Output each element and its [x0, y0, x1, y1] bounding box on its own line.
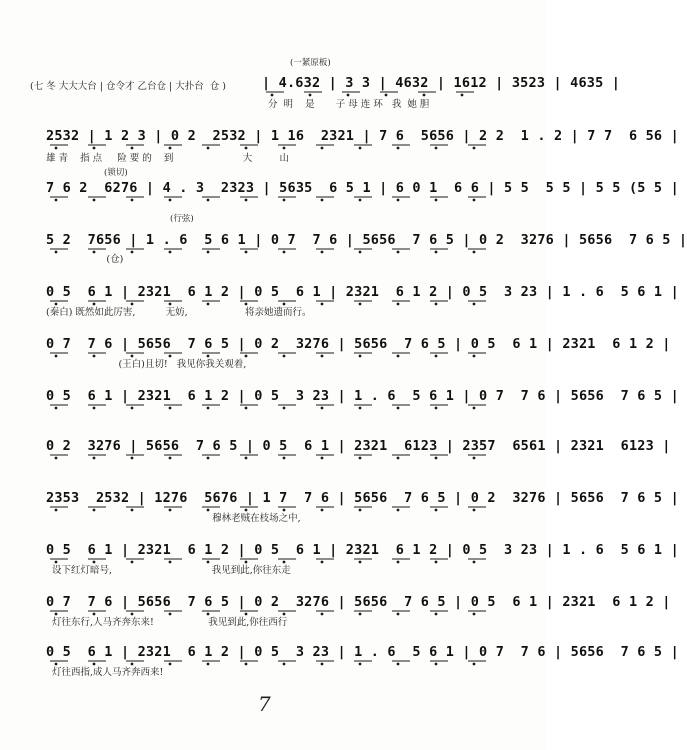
octave-dot [93, 663, 95, 665]
lyric-row: 灯往西指,成人马齐奔西来! [46, 667, 164, 678]
octave-dot [435, 613, 437, 615]
octave-dot [131, 613, 133, 615]
notation-row: 7 6 2 6276 | 4 . 3 2323 | 5635 6 5 1 | 6 0 1 6 6 | 5 5 5 5 | 5 5 (5 5 | [46, 180, 679, 196]
octave-dot [169, 303, 171, 305]
octave-dot [397, 663, 399, 665]
lyric-row: 分 明 是 子 母 连 环 我 她 胆 [268, 99, 430, 110]
octave-dot [55, 303, 57, 305]
octave-dot [461, 94, 463, 96]
lyric-row: (仓) [46, 254, 124, 265]
notation-row: 0 5 6 1 | 2321 6 1 2 | 0 5 3 23 | 1 . 6 5 6 1 | 0 7 7 6 | 5656 7 6 5 | [46, 644, 679, 660]
octave-dot [55, 509, 57, 511]
octave-dot [169, 663, 171, 665]
octave-dot [207, 355, 209, 357]
octave-dot [359, 147, 361, 149]
octave-dot [93, 355, 95, 357]
octave-dot [473, 509, 475, 511]
octave-dot [397, 303, 399, 305]
octave-dot [131, 407, 133, 409]
notation-row: 0 5 6 1 | 2321 6 1 2 | 0 5 3 23 | 1 . 6 5 6 1 | 0 7 7 6 | 5656 7 6 5 | [46, 388, 679, 404]
octave-dot [321, 199, 323, 201]
octave-dot [397, 407, 399, 409]
octave-dot [473, 457, 475, 459]
octave-dot [169, 457, 171, 459]
octave-dot [321, 457, 323, 459]
octave-dot [385, 94, 387, 96]
octave-dot [207, 147, 209, 149]
octave-dot [473, 561, 475, 563]
octave-dot [131, 663, 133, 665]
octave-dot [245, 147, 247, 149]
octave-dot [359, 457, 361, 459]
octave-dot [93, 199, 95, 201]
octave-dot [473, 303, 475, 305]
octave-dot [245, 251, 247, 253]
octave-dot [359, 199, 361, 201]
octave-dot [397, 613, 399, 615]
octave-dot [435, 407, 437, 409]
row-annotation: (锁切) [104, 168, 128, 178]
octave-dot [131, 561, 133, 563]
octave-dot [397, 355, 399, 357]
octave-dot [245, 561, 247, 563]
octave-dot [55, 407, 57, 409]
octave-dot [271, 94, 273, 96]
octave-dot [207, 613, 209, 615]
octave-dot [55, 613, 57, 615]
octave-dot [321, 613, 323, 615]
page-number: 7 [258, 692, 271, 716]
octave-dot [207, 457, 209, 459]
octave-dot [55, 663, 57, 665]
octave-dot [93, 147, 95, 149]
octave-dot [207, 199, 209, 201]
octave-dot [207, 561, 209, 563]
octave-dot [131, 457, 133, 459]
octave-dot [359, 509, 361, 511]
lyric-row: (王白)且切! 我见你我关观着, [46, 359, 247, 370]
octave-dot [435, 251, 437, 253]
octave-dot [347, 94, 349, 96]
octave-dot [435, 355, 437, 357]
notation-row: 2532 | 1 2 3 | 0 2 2532 | 1 16 2321 | 7 6 5656 | 2 2 1 . 2 | 7 7 6 56 | [46, 128, 679, 144]
notation-row: 0 7 7 6 | 5656 7 6 5 | 0 2 3276 | 5656 7 6 5 | 0 5 6 1 | 2321 6 1 2 | [46, 336, 671, 352]
tempo-mark: (一紧原板) [290, 58, 331, 68]
octave-dot [423, 94, 425, 96]
octave-dot [245, 355, 247, 357]
octave-dot [131, 509, 133, 511]
notation-row: 0 5 6 1 | 2321 6 1 2 | 0 5 6 1 | 2321 6 1 2 | 0 5 3 23 | 1 . 6 5 6 1 | [46, 284, 679, 300]
lyric-row: 设下红灯暗号, 我见到此,你往东走 [46, 565, 291, 576]
notation-row: 5 2 7656 | 1 . 6 5 6 1 | 0 7 7 6 | 5656 7 6 5 | 0 2 3276 | 5656 7 6 5 | [46, 232, 687, 248]
octave-dot [207, 509, 209, 511]
octave-dot [435, 199, 437, 201]
octave-dot [359, 663, 361, 665]
octave-dot [207, 663, 209, 665]
octave-dot [397, 199, 399, 201]
octave-dot [359, 613, 361, 615]
octave-dot [321, 509, 323, 511]
octave-dot [93, 457, 95, 459]
row-annotation: (行弦) [170, 214, 194, 224]
octave-dot [283, 457, 285, 459]
octave-dot [321, 355, 323, 357]
octave-dot [435, 147, 437, 149]
octave-dot [169, 147, 171, 149]
octave-dot [309, 94, 311, 96]
octave-dot [207, 303, 209, 305]
octave-dot [169, 407, 171, 409]
octave-dot [473, 147, 475, 149]
octave-dot [283, 561, 285, 563]
octave-dot [435, 663, 437, 665]
octave-dot [93, 561, 95, 563]
lyric-row: 雄 青 指 点 险 要 的 到 大 山 [46, 153, 289, 164]
octave-dot [93, 407, 95, 409]
notation-row: 0 5 6 1 | 2321 6 1 2 | 0 5 6 1 | 2321 6 1 2 | 0 5 3 23 | 1 . 6 5 6 1 | [46, 542, 679, 558]
octave-dot [321, 303, 323, 305]
octave-dot [283, 199, 285, 201]
octave-dot [473, 613, 475, 615]
octave-dot [245, 457, 247, 459]
octave-dot [93, 509, 95, 511]
octave-dot [55, 199, 57, 201]
octave-dot [245, 663, 247, 665]
octave-dot [207, 407, 209, 409]
octave-dot [245, 303, 247, 305]
octave-dot [321, 407, 323, 409]
octave-dot [55, 251, 57, 253]
octave-dot [93, 613, 95, 615]
octave-dot [473, 355, 475, 357]
octave-dot [55, 355, 57, 357]
octave-dot [321, 561, 323, 563]
octave-dot [435, 561, 437, 563]
notation-row: 0 7 7 6 | 5656 7 6 5 | 0 2 3276 | 5656 7 6 5 | 0 5 6 1 | 2321 6 1 2 | [46, 594, 671, 610]
octave-dot [359, 303, 361, 305]
octave-dot [283, 355, 285, 357]
octave-dot [283, 613, 285, 615]
lyric-row: 穆林老贼在枝场之中, [46, 513, 301, 524]
octave-dot [245, 407, 247, 409]
octave-dot [321, 251, 323, 253]
octave-dot [473, 407, 475, 409]
octave-dot [473, 663, 475, 665]
octave-dot [321, 147, 323, 149]
octave-dot [55, 147, 57, 149]
octave-dot [359, 407, 361, 409]
octave-dot [55, 457, 57, 459]
octave-dot [245, 199, 247, 201]
octave-dot [435, 509, 437, 511]
octave-dot [169, 509, 171, 511]
octave-dot [283, 663, 285, 665]
octave-dot [131, 147, 133, 149]
octave-dot [131, 251, 133, 253]
octave-dot [397, 509, 399, 511]
notation-row: 2353 2532 | 1276 5676 | 1 7 7 6 | 5656 7 6 5 | 0 2 3276 | 5656 7 6 5 | [46, 490, 679, 506]
octave-dot [473, 199, 475, 201]
octave-dot [131, 355, 133, 357]
octave-dot [245, 613, 247, 615]
lyric-row: 灯往东行,人马齐奔东来! 我见到此,你往西行 [46, 617, 288, 628]
octave-dot [321, 663, 323, 665]
octave-dot [169, 613, 171, 615]
octave-dot [283, 509, 285, 511]
octave-dot [283, 147, 285, 149]
octave-dot [169, 199, 171, 201]
notation-row: 0 2 3276 | 5656 7 6 5 | 0 5 6 1 | 2321 6123 | 2357 6561 | 2321 6123 | [46, 438, 671, 454]
octave-dot [169, 561, 171, 563]
octave-dot [207, 251, 209, 253]
octave-dot [359, 561, 361, 563]
octave-dot [283, 407, 285, 409]
octave-dot [283, 303, 285, 305]
octave-dot [435, 303, 437, 305]
octave-dot [397, 147, 399, 149]
octave-dot [359, 251, 361, 253]
octave-dot [93, 303, 95, 305]
octave-dot [55, 561, 57, 563]
lyric-row: (秦白) 既然如此厉害, 无妨, 将亲她遗而行。 [46, 307, 312, 318]
octave-dot [473, 251, 475, 253]
octave-dot [397, 251, 399, 253]
octave-dot [397, 561, 399, 563]
notation-row: | 4.632 | 3 3 | 4632 | 1612 | 3523 | 4635 | [262, 75, 621, 91]
octave-dot [169, 251, 171, 253]
octave-dot [435, 457, 437, 459]
octave-dot [131, 199, 133, 201]
octave-dot [245, 509, 247, 511]
octave-dot [283, 251, 285, 253]
octave-dot [169, 355, 171, 357]
octave-dot [397, 457, 399, 459]
percussion-intro: (七 冬 大大大台 | 仓令才 乙台仓 | 大扑台 仓 ) [30, 81, 227, 92]
octave-dot [93, 251, 95, 253]
octave-dot [131, 303, 133, 305]
octave-dot [359, 355, 361, 357]
